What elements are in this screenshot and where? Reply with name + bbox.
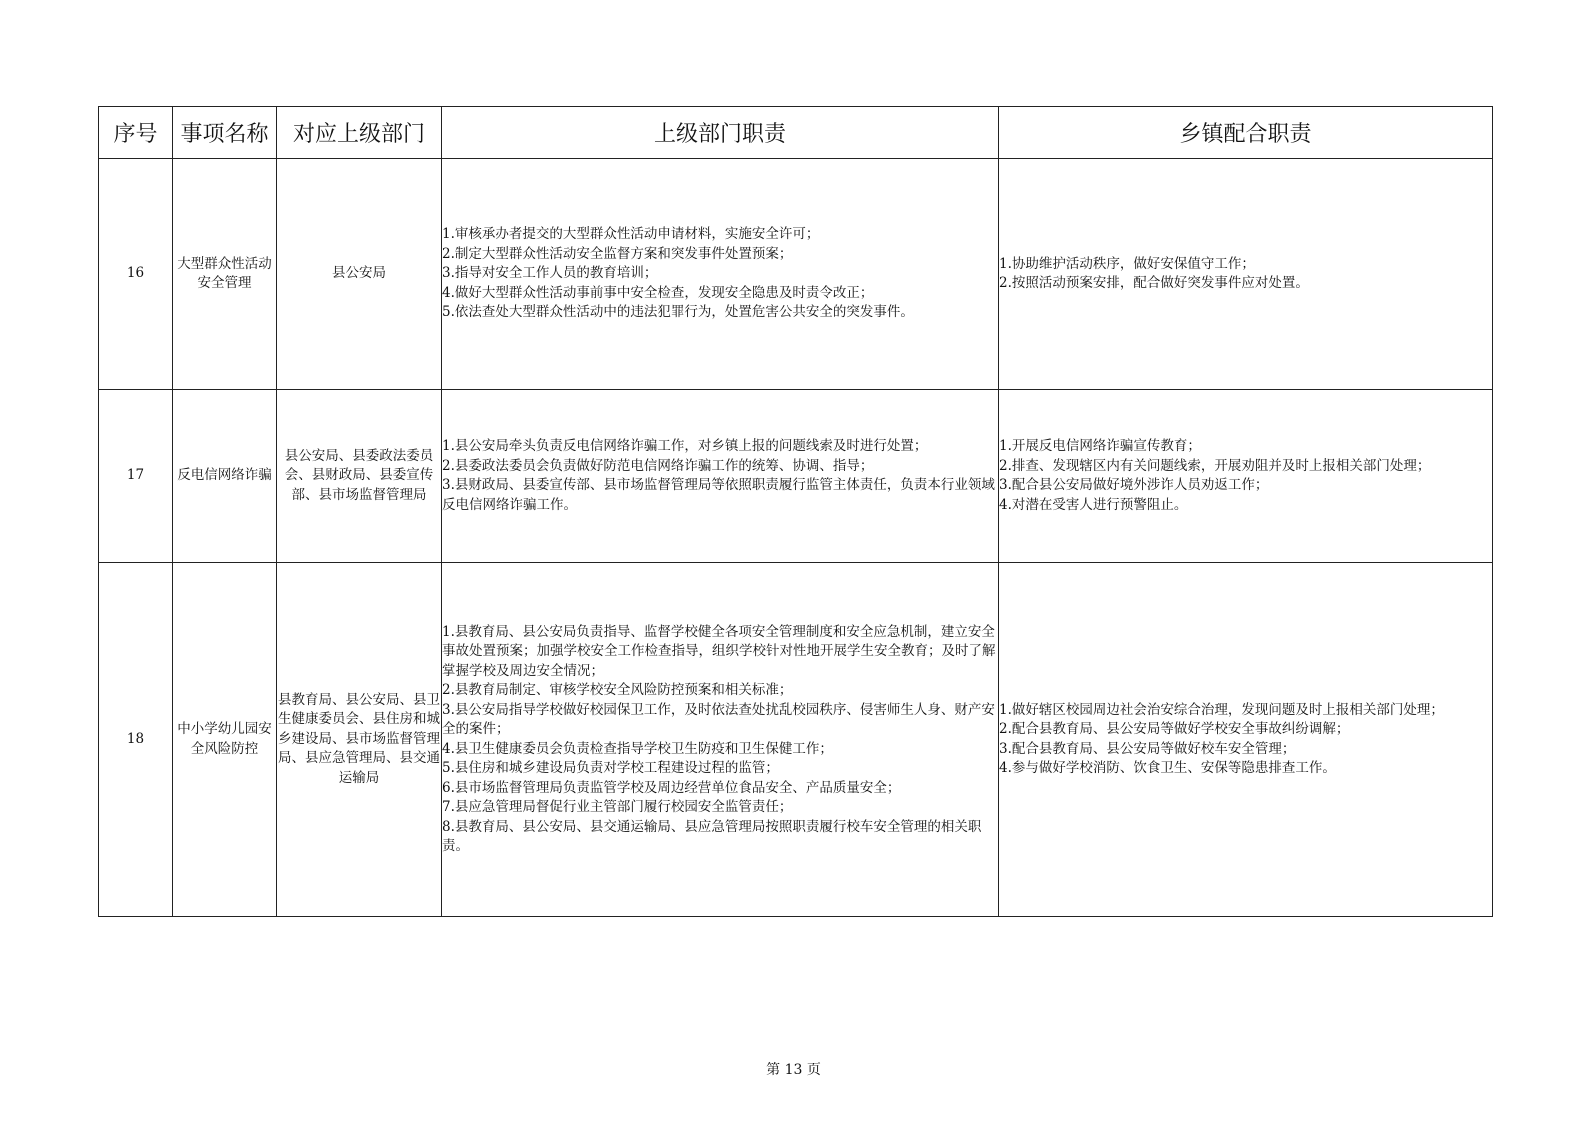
table-header-row xyxy=(99,107,1493,159)
duty-line: 3.配合县公安局做好境外涉诈人员劝返工作； xyxy=(999,477,1269,493)
duty-line: 3.指导对安全工作人员的教育培训； xyxy=(442,265,658,282)
duty-line: 2.县委政法委员会负责做好防范电信网络诈骗工作的统筹、协调、指导； xyxy=(442,457,874,474)
upper-department: 县公安局 xyxy=(277,159,442,390)
header-town-duties: 乡镇配合职责 xyxy=(999,107,1493,159)
duty-line: 2.按照活动预案安排，配合做好突发事件应对处置。 xyxy=(999,275,1309,291)
duty-line: 1.协助维护活动秩序，做好安保值守工作； xyxy=(999,255,1255,272)
duty-line: 8.县教育局、县公安局、县交通运输局、县应急管理局按照职责履行校车安全管理的相关职责。 xyxy=(442,818,982,854)
duty-line: 3.县财政局、县委宣传部、县市场监督管理局等依照职责履行监管主体责任，负责本行业领域反电信网络诈骗工作。 xyxy=(442,477,995,513)
table-row xyxy=(99,159,1493,390)
upper-department: 县公安局、县委政法委员会、县财政局、县委宣传部、县市场监督管理局 xyxy=(277,390,442,563)
upper-duties xyxy=(442,390,999,563)
duty-line: 2.配合县教育局、县公安局等做好学校安全事故纠纷调解； xyxy=(999,721,1350,737)
duty-line: 3.配合县教育局、县公安局等做好校车安全管理； xyxy=(999,740,1296,757)
duty-line: 2.制定大型群众性活动安全监督方案和突发事件处置预案； xyxy=(442,245,793,262)
duty-line: 2.县教育局制定、审核学校安全风险防控预案和相关标准； xyxy=(442,682,793,698)
upper-duties xyxy=(442,563,999,917)
duty-line: 4.对潜在受害人进行预警阻止。 xyxy=(999,496,1188,513)
table-row xyxy=(99,390,1493,563)
duty-line: 1.县公安局牵头负责反电信网络诈骗工作，对乡镇上报的问题线索及时进行处置； xyxy=(442,438,928,454)
duty-line: 4.做好大型群众性活动事前事中安全检查，发现安全隐患及时责令改正； xyxy=(442,284,874,301)
table-row xyxy=(99,563,1493,917)
duty-line: 6.县市场监督管理局负责监管学校及周边经营单位食品安全、产品质量安全； xyxy=(442,779,901,796)
item-name: 中小学幼儿园安全风险防控 xyxy=(173,563,277,917)
row-number: 18 xyxy=(99,563,173,917)
duty-line: 1.县教育局、县公安局负责指导、监督学校健全各项安全管理制度和安全应急机制，建立安全事故处置预案；加强学校安全工作检查指导，组织学校针对性地开展学生安全教育；及时了解掌握学校及周边安全情况； xyxy=(442,623,996,679)
duty-line: 5.县住房和城乡建设局负责对学校工程建设过程的监管； xyxy=(442,760,779,776)
header-item-name: 事项名称 xyxy=(173,107,277,159)
row-number: 16 xyxy=(99,159,173,390)
item-name: 反电信网络诈骗 xyxy=(173,390,277,563)
duty-line: 5.依法查处大型群众性活动中的违法犯罪行为，处置危害公共安全的突发事件。 xyxy=(442,304,914,321)
upper-duties xyxy=(442,159,999,390)
duty-line: 2.排查、发现辖区内有关问题线索，开展劝阻并及时上报相关部门处理； xyxy=(999,457,1431,474)
duty-line: 4.县卫生健康委员会负责检查指导学校卫生防疫和卫生保健工作； xyxy=(442,740,833,757)
row-number: 17 xyxy=(99,390,173,563)
duty-table xyxy=(98,106,1493,917)
header-number: 序号 xyxy=(99,107,173,159)
duty-line: 1.审核承办者提交的大型群众性活动申请材料，实施安全许可； xyxy=(442,226,820,243)
duty-line: 1.做好辖区校园周边社会治安综合治理，发现问题及时上报相关部门处理； xyxy=(999,701,1444,718)
duty-line: 3.县公安局指导学校做好校园保卫工作，及时依法查处扰乱校园秩序、侵害师生人身、财产安全的案件； xyxy=(442,701,995,737)
duty-line: 4.参与做好学校消防、饮食卫生、安保等隐患排查工作。 xyxy=(999,760,1336,776)
item-name: 大型群众性活动安全管理 xyxy=(173,159,277,390)
town-duties xyxy=(999,159,1493,390)
town-duties xyxy=(999,390,1493,563)
header-upper-duties: 上级部门职责 xyxy=(442,107,999,159)
town-duties xyxy=(999,563,1493,917)
duty-line: 7.县应急管理局督促行业主管部门履行校园安全监管责任； xyxy=(442,799,793,815)
page-number: 第 13 页 xyxy=(766,1062,821,1078)
duty-line: 1.开展反电信网络诈骗宣传教育； xyxy=(999,438,1201,454)
header-upper-department: 对应上级部门 xyxy=(277,107,442,159)
upper-department: 县教育局、县公安局、县卫生健康委员会、县住房和城乡建设局、县市场监督管理局、县应急管理局、县交通运输局 xyxy=(277,563,442,917)
